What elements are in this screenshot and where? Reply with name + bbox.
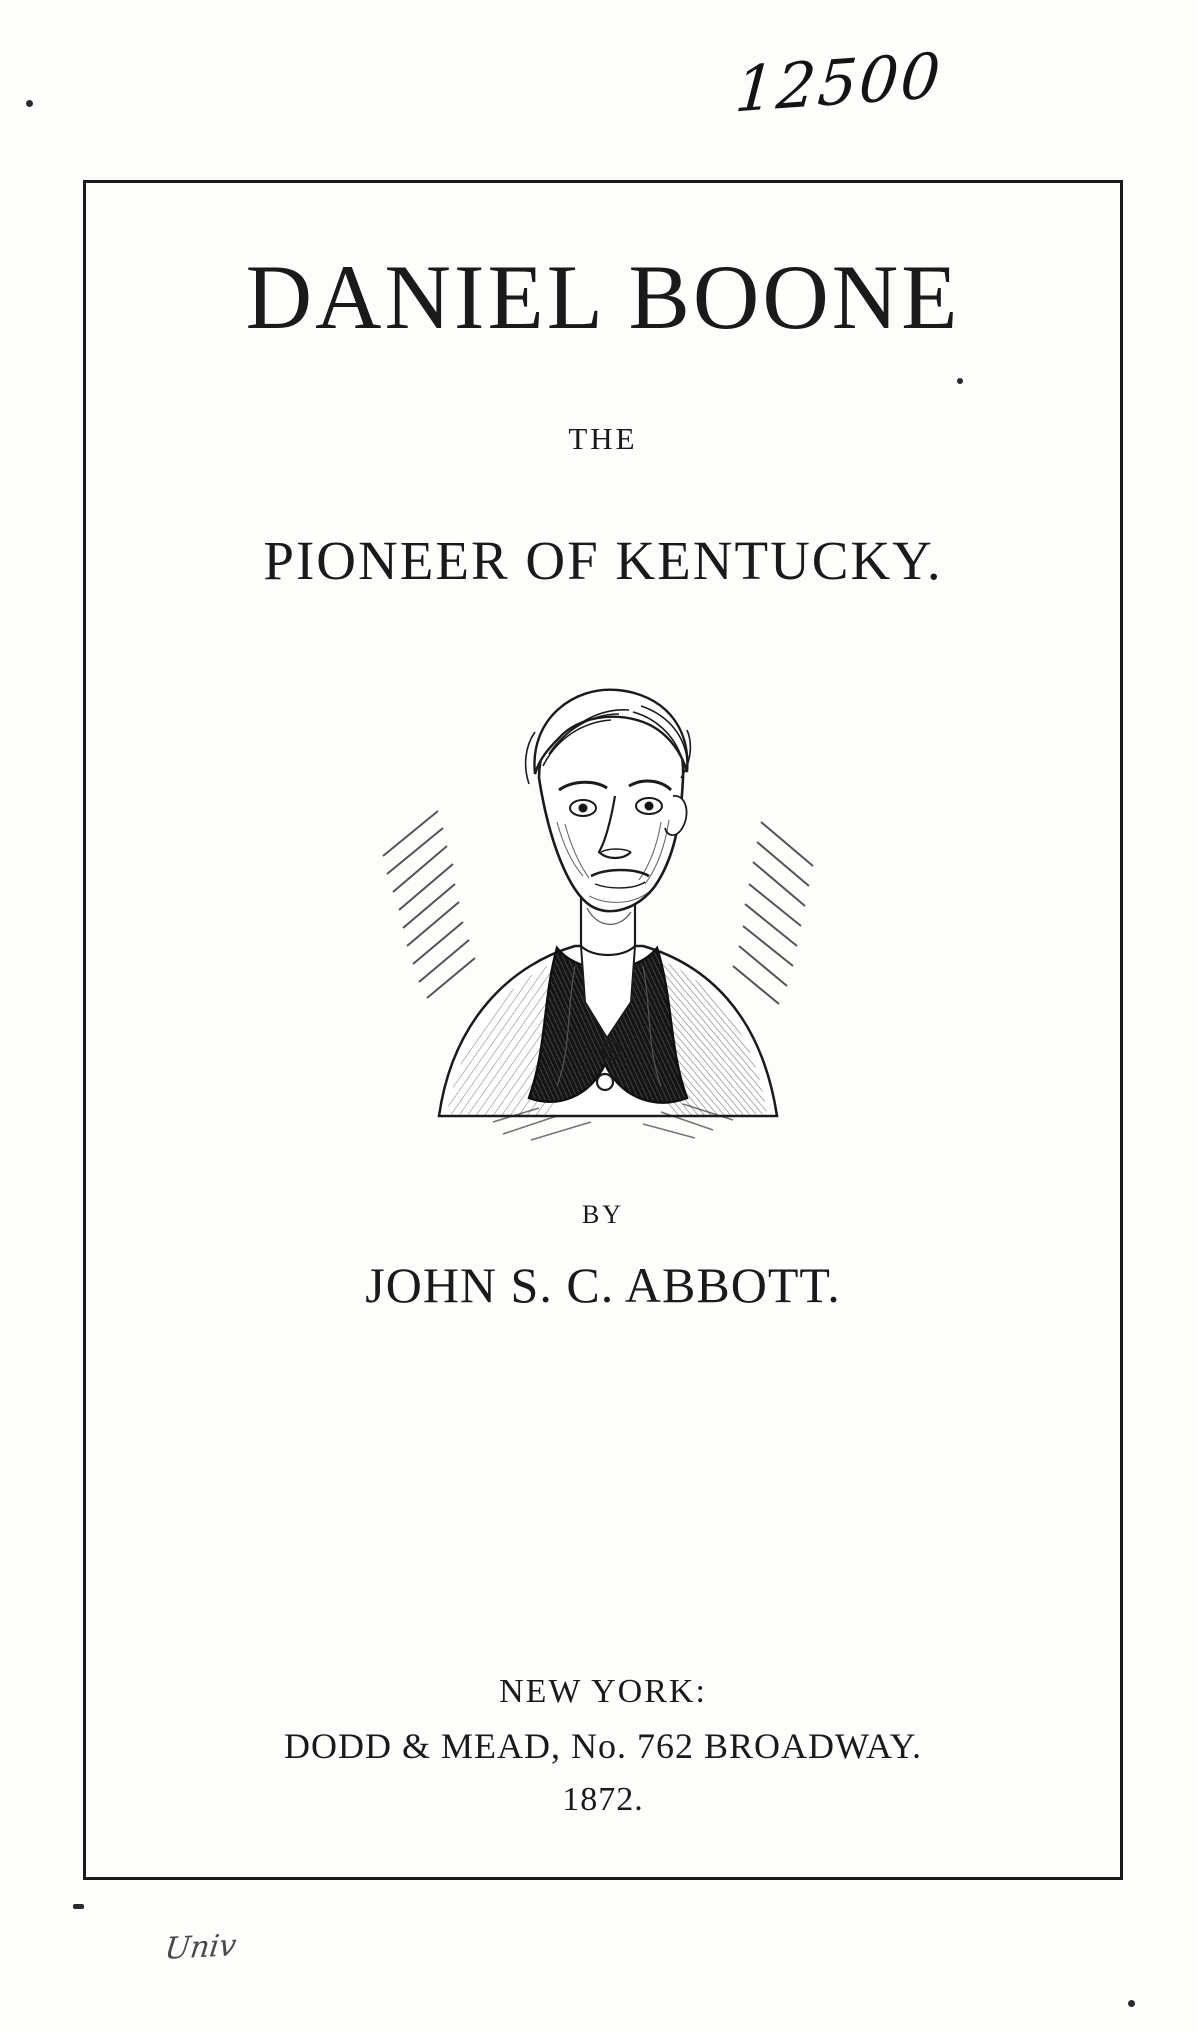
- imprint-city: NEW YORK:: [499, 1673, 707, 1710]
- by-label: BY: [581, 1200, 625, 1229]
- title-page-border: [83, 180, 1123, 1880]
- handwritten-bottom-mark: Univ: [162, 1928, 239, 1967]
- handwritten-accession-number: 12500: [732, 38, 945, 127]
- imprint-year: 1872.: [562, 1781, 644, 1818]
- author-name: JOHN S. C. ABBOTT.: [365, 1257, 841, 1313]
- book-subtitle: PIONEER OF KENTUCKY.: [263, 530, 943, 591]
- scan-speckle: [73, 1904, 84, 1909]
- book-main-title: DANIEL BOONE: [245, 246, 961, 348]
- imprint-publisher: DODD & MEAD, No. 762 BROADWAY.: [283, 1726, 923, 1766]
- title-connector-the: THE: [568, 421, 638, 456]
- portrait-illustration: [343, 646, 863, 1166]
- scan-speckle: [26, 100, 33, 107]
- daniel-boone-portrait-icon: [343, 646, 863, 1166]
- scan-speckle: [1128, 2000, 1135, 2007]
- imprint-block: [86, 1673, 1120, 1819]
